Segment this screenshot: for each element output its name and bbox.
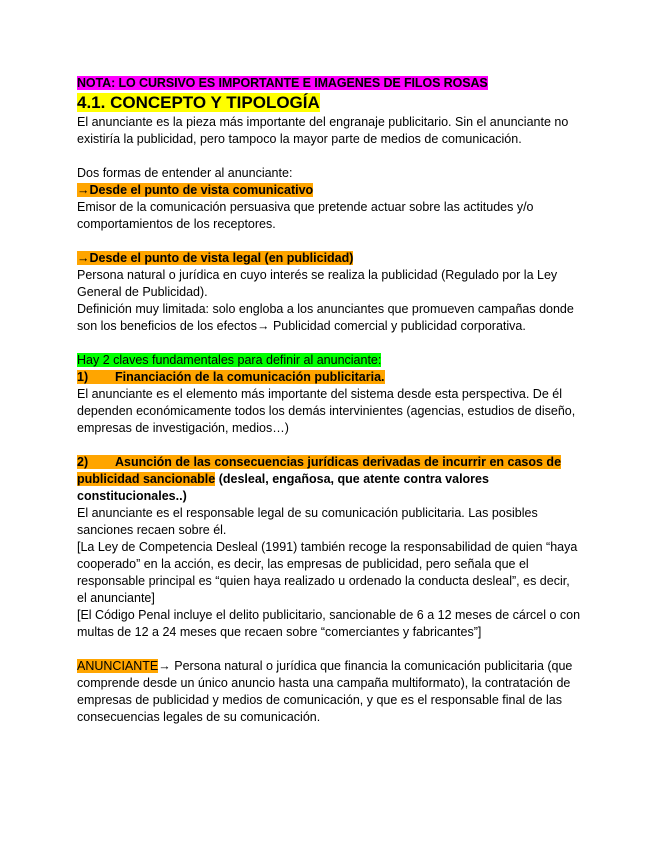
forma2-title	[77, 250, 582, 267]
forma2-text1: Persona natural o jurídica en cuyo interés se realiza la publicidad (Regulado por la Ley General de Publicidad).	[77, 268, 558, 299]
clave1-number: 1)	[77, 370, 89, 384]
definicion-paragraph	[77, 658, 582, 726]
clave2-title-text: Asunción de las consecuencias jurídicas derivadas de incurrir en casos de publicidad sancionable	[77, 455, 562, 486]
document-page	[77, 75, 582, 726]
clave2-number: 2)	[77, 455, 89, 469]
forma2-text2: Definición muy limitada: solo engloba a los anunciantes que promueven campañas donde son los beneficios de los efectos→ Publicidad comercial y publicidad corporativa.	[77, 302, 574, 333]
nota-line	[77, 75, 582, 92]
definicion-text: → Persona natural o jurídica que financia la comunicación publicitaria (que comprende desde un único anuncio hasta una campaña multiformato), la contratación de empresas de publicidad y medios de comunicación, y que es el responsable final de las consecuencias legales de su comunicación.	[77, 659, 573, 724]
clave2-text2: [La Ley de Competencia Desleal (1991) también recoge la responsabilidad de quien “haya cooperado” en la acción, es decir, las empresas de publicidad, pero señala que el responsable principal es “quien haya realizado u ordenado la conducta desleal”, es decir, el anunciante]	[77, 540, 578, 605]
heading-text: 4.1. CONCEPTO Y TIPOLOGÍA	[77, 93, 320, 112]
clave2-title-rest: (desleal, engañosa, que atente contra valores constitucionales..)	[77, 472, 489, 503]
nota-text: NOTA: LO CURSIVO ES IMPORTANTE E IMAGENES DE FILOS ROSAS	[77, 76, 488, 90]
clave2-title	[77, 454, 582, 505]
clave1-title-highlight	[77, 370, 385, 384]
clave1-title	[77, 369, 582, 386]
forma1-title	[77, 182, 582, 199]
clave1-text: El anunciante es el elemento más importante del sistema desde esta perspectiva. De él dependen económicamente todos los demás intervinientes (agencias, estudios de diseño, empresas de investigación, medios…)	[77, 387, 576, 435]
claves-intro-text: Hay 2 claves fundamentales para definir al anunciante:	[77, 353, 382, 367]
forma2-title-text: →Desde el punto de vista legal (en publicidad)	[77, 251, 354, 265]
section-heading	[77, 92, 582, 114]
clave2-text3: [El Código Penal incluye el delito publicitario, sancionable de 6 a 12 meses de cárcel o con multas de 12 a 24 meses que recaen sobre “comerciantes y fabricantes”]	[77, 608, 581, 639]
claves-intro	[77, 352, 582, 369]
dos-formas-line: Dos formas de entender al anunciante:	[77, 166, 293, 180]
forma1-title-text: →Desde el punto de vista comunicativo	[77, 183, 314, 197]
definicion-term: ANUNCIANTE	[77, 659, 159, 673]
clave2-text1: El anunciante es el responsable legal de su comunicación publicitaria. Las posibles sanciones recaen sobre él.	[77, 506, 538, 537]
forma1-text: Emisor de la comunicación persuasiva que pretende actuar sobre las actitudes y/o comportamientos de los receptores.	[77, 200, 534, 231]
clave1-title-text: Financiación de la comunicación publicitaria.	[115, 370, 385, 384]
intro-paragraph: El anunciante es la pieza más importante del engranaje publicitario. Sin el anunciante no existiría la publicidad, pero tampoco la mayor parte de medios de comunicación.	[77, 115, 569, 146]
